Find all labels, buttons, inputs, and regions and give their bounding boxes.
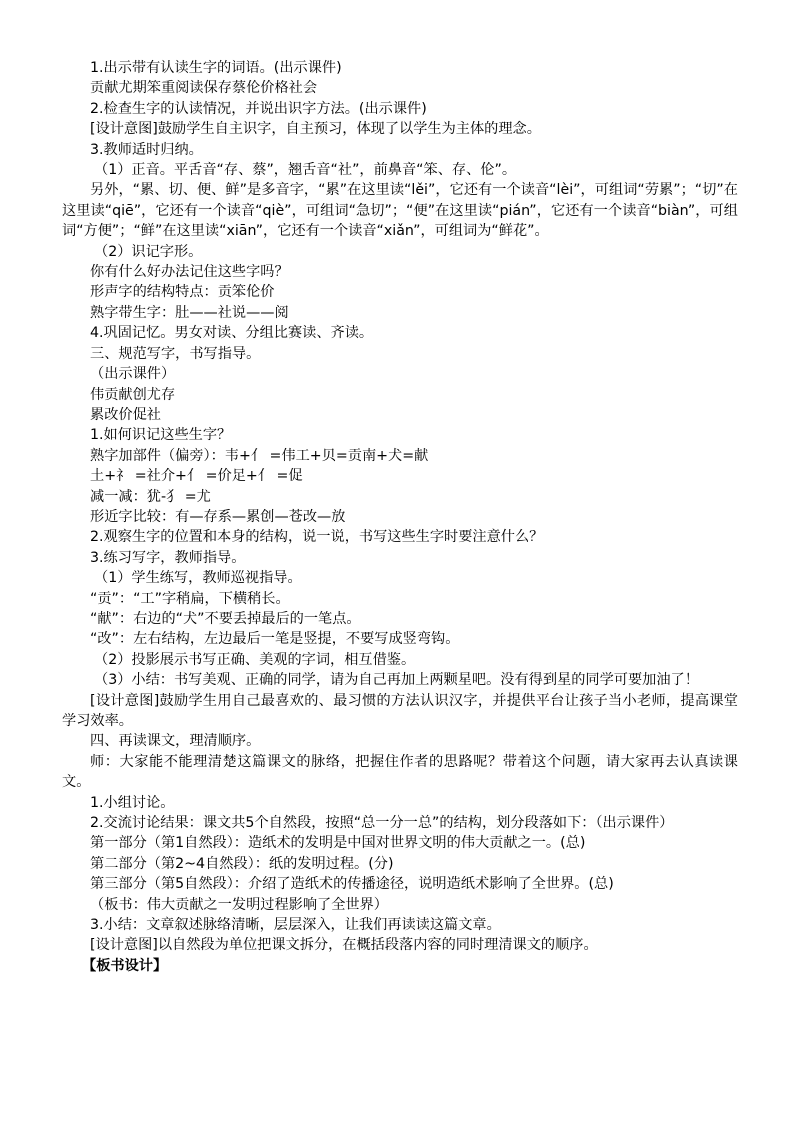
paragraph: 师：大家能不能理清楚这篇课文的脉络，把握住作者的思路呢？带着这个问题，请大家再去认真读课文。 [62, 753, 738, 791]
paragraph: 1.小组讨论。 [90, 794, 175, 811]
paragraph: （3）小结：书写美观、正确的同学，请为自己再加上两颗星吧。没有得到星的同学可要加油了！ [94, 672, 699, 689]
paragraph: [设计意图]鼓励学生用自己最喜欢的、最习惯的方法认识汉字，并提供平台让孩子当小老师，提高课堂学习效率。 [62, 692, 738, 729]
paragraph: 熟字加部件（偏旁）：韦+亻 =伟工+贝=贡南+犬=献 [90, 447, 429, 464]
paragraph: 形近字比较：有—存系—累创—苍改—放 [90, 508, 346, 525]
paragraph: 形声字的结构特点：贡笨伦价 [90, 284, 275, 301]
paragraph: 1.如何识记这些生字？ [90, 427, 232, 444]
paragraph: “献”：右边的“犬”不要丢掉最后的一笔点。 [90, 610, 361, 627]
paragraph: 第一部分（第1自然段）：造纸术的发明是中国对世界文明的伟大贡献之一。(总) [90, 835, 586, 852]
paragraph: 减一减：犹-犭 =尤 [90, 488, 211, 505]
paragraph: 伟贡献创尤存 [90, 386, 176, 403]
paragraph: 熟字带生字：肚——社说——阅 [90, 304, 289, 321]
paragraph: 4.巩固记忆。男女对读、分组比赛读、齐读。 [90, 325, 374, 342]
paragraph: （板书：伟大贡献之一发明过程影响了全世界） [90, 896, 388, 913]
paragraph: 1.出示带有认读生字的词语。(出示课件) [90, 60, 342, 76]
paragraph: 第三部分（第5自然段）：介绍了造纸术的传播途径，说明造纸术影响了全世界。(总) [90, 876, 614, 893]
paragraph: （出示课件） [90, 366, 176, 383]
paragraph: 2.检查生字的认读情况，并说出识字方法。(出示课件) [90, 100, 427, 117]
paragraph: （2）投影展示书写正确、美观的字词，相互借鉴。 [94, 651, 416, 668]
paragraph: 3.小结：文章叙述脉络清晰，层层深入，让我们再读读这篇文章。 [90, 917, 501, 934]
section-heading: 三、规范写字，书写指导。 [90, 345, 261, 362]
section-heading: 四、再读课文，理清顺序。 [90, 733, 261, 750]
paragraph: “改”：左右结构，左边最后一笔是竖提，不要写成竖弯钩。 [90, 631, 460, 648]
paragraph: （2）识记字形。 [94, 243, 203, 260]
paragraph: “贡”：“工”字稍扁，下横稍长。 [90, 590, 290, 607]
paragraph: 2.交流讨论结果：课文共5个自然段，按照“总一分一总”的结构，划分段落如下：（出示课件） [90, 815, 674, 832]
paragraph: 2.观察生字的位置和本身的结构，说一说，书写这些生字时要注意什么？ [90, 529, 544, 546]
paragraph: 3.教师适时归纳。 [90, 141, 203, 158]
paragraph: 另外，“累、切、便、鲜”是多音字，“累”在这里读“lěi”，它还有一个读音“lèi”，可组词“劳累”；“切”在这里读“qiē”，它还有一个读音“qiè”，可组词“急切”；“便”在这里读“pián”，它还有一个读音“biàn”，可组词“方便”；“鲜”在这里读“xiān”，它还有一个读音“xiǎn”，可组词为“鲜花”。 [62, 182, 738, 240]
paragraph: （1）学生练写，教师巡视指导。 [94, 570, 302, 587]
paragraph: [设计意图]以自然段为单位把课文拆分，在概括段落内容的同时理清课文的顺序。 [90, 937, 598, 954]
paragraph: 土+礻 =社介+亻 =价足+亻 =促 [90, 468, 303, 485]
paragraph: 第二部分（第2~4自然段）：纸的发明过程。(分) [90, 855, 394, 872]
paragraph: 3.练习写字，教师指导。 [90, 549, 246, 566]
paragraph: 累改价促社 [90, 406, 161, 423]
paragraph: （1）正音。平舌音“存、蔡”，翘舌音“社”，前鼻音“笨、存、伦”。 [94, 162, 517, 179]
paragraph: 你有什么好办法记住这些字吗？ [90, 264, 289, 281]
document-body [62, 58, 738, 976]
paragraph: 贡献尤期笨重阅读保存蔡伦价格社会 [90, 80, 318, 97]
section-heading: 【板书设计】 [82, 957, 168, 974]
paragraph: [设计意图]鼓励学生自主识字，自主预习，体现了以学生为主体的理念。 [90, 121, 541, 138]
